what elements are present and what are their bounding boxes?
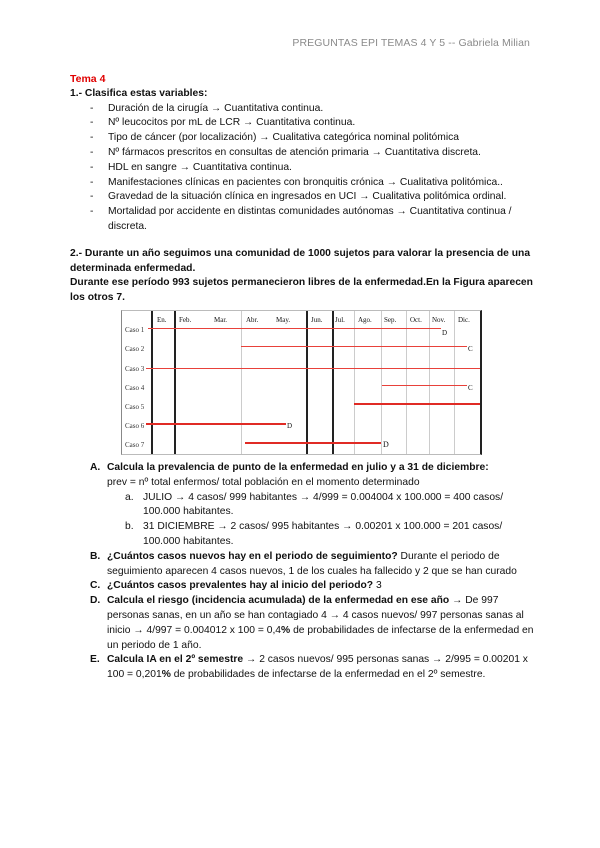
gridline (174, 311, 176, 454)
question-1-title: 1.- Clasifica estas variables: (70, 87, 208, 99)
gridline (429, 311, 430, 454)
month-label: Sep. (384, 315, 397, 324)
list-item: - Nº leucocitos por mL de LCR → Cuantitativa continua. (90, 116, 540, 131)
answer-a: A. Calcula la prevalencia de punto de la enfermedad en julio y a 31 de diciembre: prev = nº total enfermos/ total población en el momento determinado a. JULIO → 4 casos/ 999 habitantes → 4/999 = 0.004004 x 100.000 = 400 casos/ 100.000 habitantes. b. 31 DICIEMBRE → 2 casos/ 995 habitantes → 0.00201 x 100.000 = 201 casos/ 100.000 habitantes. (90, 461, 540, 550)
case-5-bar (354, 403, 480, 405)
question-b: ¿Cuántos casos nuevos hay en el periodo de seguimiento? (107, 550, 398, 562)
sub-answer-b: b. 31 DICIEMBRE → 2 casos/ 995 habitantes → 0.00201 x 100.000 = 201 casos/ 100.000 habitantes. (125, 521, 503, 547)
question-e: Calcula IA en el 2º semestre (107, 654, 244, 666)
prevalence-formula: prev = nº total enfermos/ total población en el momento determinado (107, 476, 420, 488)
month-label: Feb. (179, 315, 192, 324)
month-label: Oct. (410, 315, 422, 324)
question-a: Calcula la prevalencia de punto de la enfermedad en julio y a 31 de diciembre: (107, 461, 489, 473)
answer-b: B. ¿Cuántos casos nuevos hay en el periodo de seguimiento? Durante el periodo de seguimiento aparecen 4 casos nuevos, 1 de los cuales ha fallecido y 2 que se han curado (90, 550, 517, 577)
case-1-bar (148, 328, 441, 330)
end-mark: C (468, 383, 473, 392)
case-timeline-figure (121, 310, 482, 455)
case-7-bar (245, 442, 381, 444)
gridline (241, 311, 242, 454)
answer-e: E. Calcula IA en el 2º semestre → 2 casos nuevos/ 995 personas sanas → 2/995 = 0.00201 x 100 = 0,201% de probabilidades de infectarse de la enfermedad en el 2º semestre. (90, 654, 528, 681)
case-label: Caso 3 (125, 364, 145, 373)
case-label: Caso 1 (125, 325, 145, 334)
month-label: Dic. (458, 315, 470, 324)
gridline (381, 311, 382, 454)
case-label: Caso 7 (125, 440, 145, 449)
list-item: - Duración de la cirugía → Cuantitativa continua. (90, 102, 540, 117)
end-mark: D (383, 439, 389, 449)
answers-list (70, 461, 540, 683)
list-item: - Manifestaciones clínicas en pacientes con bronquitis crónica → Cualitativa politómica.. (90, 176, 540, 191)
end-mark: C (468, 344, 473, 353)
gridline (332, 311, 334, 454)
month-label: May. (276, 315, 291, 324)
list-item: - Tipo de cáncer (por localización) → Cualitativa categórica nominal politómica (90, 131, 540, 146)
section-title: Tema 4 (70, 73, 106, 85)
gridline (454, 311, 455, 454)
answer-c: C. ¿Cuántos casos prevalentes hay al inicio del periodo? 3 (90, 580, 382, 592)
month-label: Ago. (358, 315, 372, 324)
gridline (406, 311, 407, 454)
month-label: Abr. (246, 315, 259, 324)
question-d: Calcula el riesgo (incidencia acumulada) de la enfermedad en ese año (107, 595, 450, 607)
list-item: - Nº fármacos prescritos en consultas de atención primaria → Cuantitativa discreta. (90, 146, 540, 161)
list-item: - HDL en sangre → Cuantitativa continua. (90, 161, 540, 176)
question-2-subtitle: Durante ese período 993 sujetos permanecieron libres de la enfermedad.En la Figura aparecen los otros 7. (70, 277, 533, 304)
question-2-title: 2.- Durante un año seguimos una comunidad de 1000 sujetos para valorar la presencia de una determinada enfermedad. (70, 247, 531, 274)
gridline (306, 311, 308, 454)
month-label: Mar. (214, 315, 228, 324)
end-mark: D (442, 328, 448, 337)
case-2-bar (241, 346, 467, 348)
case-6-bar (146, 423, 286, 425)
gridline (354, 311, 355, 454)
page-header: PREGUNTAS EPI TEMAS 4 Y 5 -- Gabriela Milian (292, 37, 530, 49)
case-label: Caso 5 (125, 402, 145, 411)
case-label: Caso 4 (125, 383, 145, 392)
month-label: Jul. (335, 315, 345, 324)
month-label: Jun. (311, 315, 323, 324)
variables-list (70, 102, 540, 235)
gridline (151, 311, 153, 454)
case-3-bar (146, 368, 480, 370)
case-label: Caso 2 (125, 344, 145, 353)
end-mark: D (287, 421, 293, 430)
list-item: - Gravedad de la situación clínica en ingresados en UCI → Cualitativa politómica ordinal. (90, 190, 540, 205)
case-4-bar (382, 385, 467, 387)
case-label: Caso 6 (125, 421, 145, 430)
list-item: - Mortalidad por accidente en distintas comunidades autónomas → Cuantitativa continua / discreta. (90, 205, 540, 235)
question-c: ¿Cuántos casos prevalentes hay al inicio del periodo? (107, 580, 374, 592)
month-label: Nov. (432, 315, 446, 324)
month-label: En. (157, 315, 167, 324)
answer-d: D. Calcula el riesgo (incidencia acumulada) de la enfermedad en ese año → De 997 personas sanas, en un año se han contagiado 4 → 4 casos nuevos/ 997 personas sanas al inicio → 4/997 = 0.004012 x 100 = 0,4% de probabilidades de infectarse de la enfermedad en un periodo de 1 año. (90, 595, 534, 651)
sub-answer-a: a. JULIO → 4 casos/ 999 habitantes → 4/999 = 0.004004 x 100.000 = 400 casos/ 100.000 habitantes. (125, 491, 504, 518)
document-body (70, 72, 540, 683)
